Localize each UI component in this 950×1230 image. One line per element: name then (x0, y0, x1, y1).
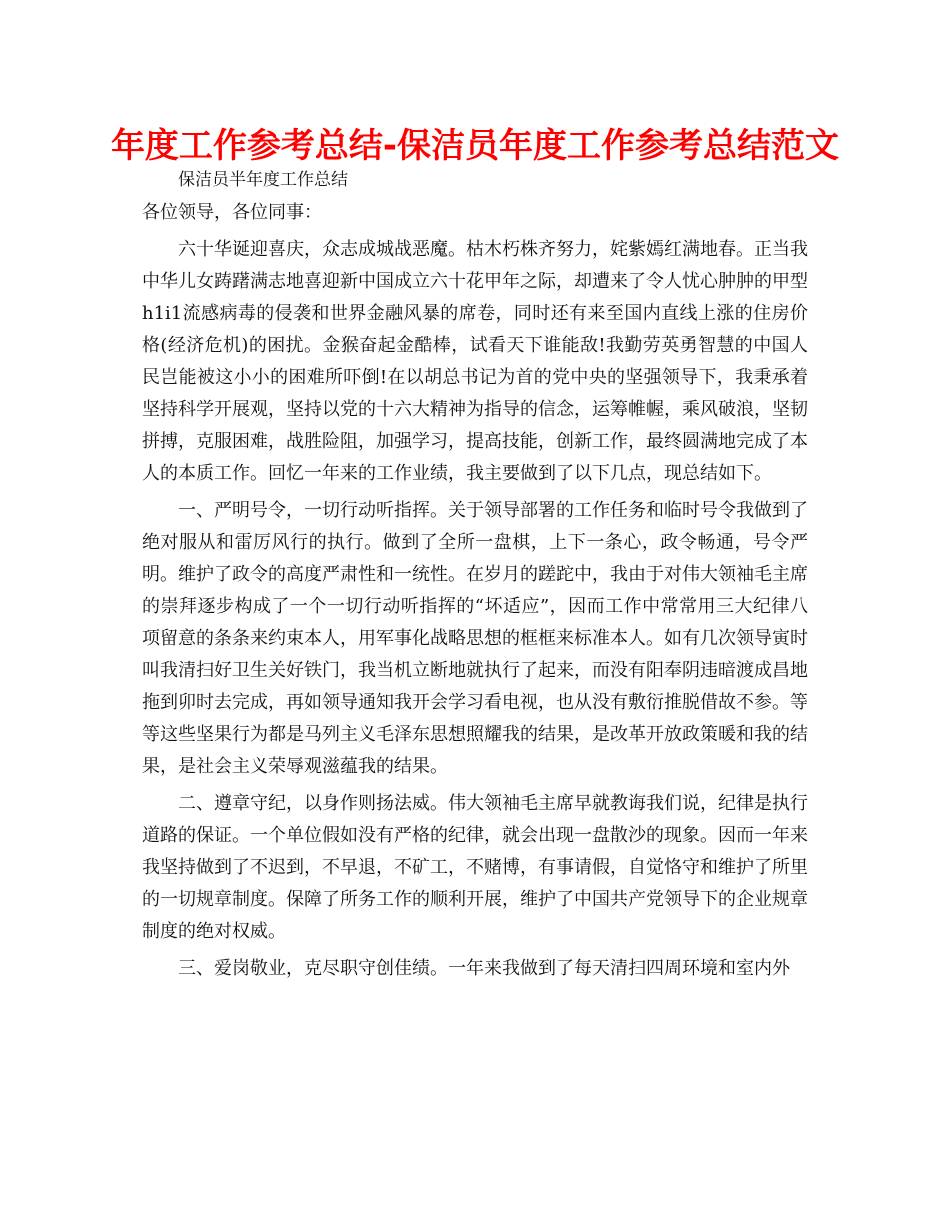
paragraph-intro: 六十华诞迎喜庆，众志成城战恶魔。枯木朽株齐努力，姹紫嫣红满地春。正当我中华儿女踌躇满志地喜迎新中国成立六十花甲年之际，却遭来了令人忧心肿肿的甲型h1i1流感病毒的侵袭和世界金融风暴的席卷，同时还有来至国内直线上涨的住房价格(经济危机)的困扰。金猴奋起金酷棒，试看天下谁能敌!我勤劳英勇智慧的中国人民岂能被这小小的困难所吓倒!在以胡总书记为首的党中央的坚强领导下，我秉承着坚持科学开展观，坚持以党的十六大精神为指导的信念，运筹帷幄，乘风破浪，坚韧拼搏，克服困难，战胜险阻，加强学习，提高技能，创新工作，最终圆满地完成了本人的本质工作。回忆一年来的工作业绩，我主要做到了以下几点，现总结如下。 (142, 239, 808, 484)
document-title: 年度工作参考总结-保洁员年度工作参考总结范文 (110, 126, 840, 166)
salutation: 各位领导，各位同事： (142, 202, 322, 223)
paragraph-point-1: 一、严明号令，一切行动听指挥。关于领导部署的工作任务和临时号令我做到了绝对服从和雷厉风行的执行。做到了全所一盘棋，上下一条心，政令畅通，号令严明。维护了政令的高度严肃性和一统性。在岁月的蹉跎中，我由于对伟大领袖毛主席的崇拜逐步构成了一个一切行动听指挥的“坏适应”，因而工作中常常用三大纪律八项留意的条条来约束本人，用军事化战略思想的框框来标准本人。如有几次领导寅时叫我清扫好卫生关好铁门，我当机立断地就执行了起来，而没有阳奉阴违暗渡成昌地拖到卯时去完成，再如领导通知我开会学习看电视，也从没有敷衍推脱借故不参。等等这些坚果行为都是马列主义毛泽东思想照耀我的结果，是改革开放政策暖和我的结果，是社会主义荣辱观滋蕴我的结果。 (142, 500, 808, 777)
paragraph-point-3: 三、爱岗敬业，克尽职守创佳绩。一年来我做到了每天清扫四周环境和室内外 (178, 958, 790, 979)
document-subtitle: 保洁员半年度工作总结 (178, 170, 348, 190)
document-body (142, 197, 808, 990)
paragraph-point-2: 二、遵章守纪，以身作则扬法威。伟大领袖毛主席早就教诲我们说，纪律是执行道路的保证。一个单位假如没有严格的纪律，就会出现一盘散沙的现象。因而一年来我坚持做到了不迟到，不早退，不矿工，不赌博，有事请假，自觉恪守和维护了所里的一切规章制度。保障了所务工作的顺利开展，维护了中国共产党领导下的企业规章制度的绝对权威。 (142, 793, 808, 942)
